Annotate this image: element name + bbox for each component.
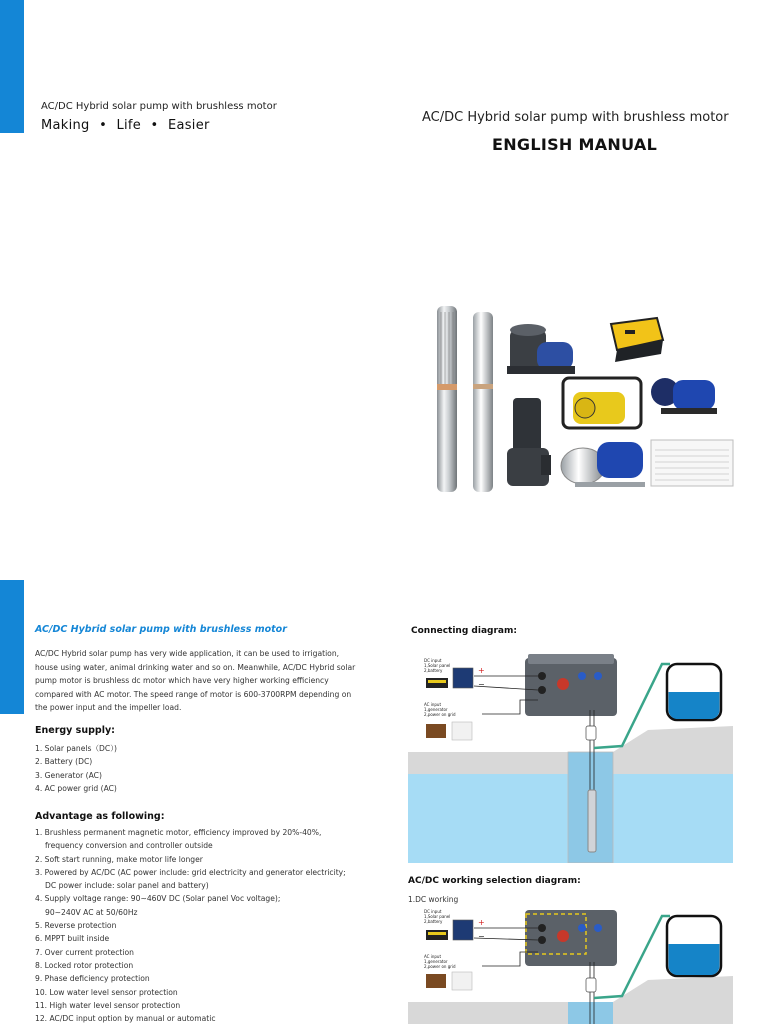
section-title: AC/DC Hybrid solar pump with brushless motor [35, 624, 287, 635]
intro-paragraph: AC/DC Hybrid solar pump has very wide application, it can be used to irrigation, house using water, animal drinking water and so on. Meanwhile, AC/DC Hybrid solar pump motor is brushless dc motor which have very higher working efficiency compared with AC motor. The speed range of motor is 600-3700RPM depending on the power input and the impeller load. [35, 649, 356, 712]
energy-supply-list [35, 742, 117, 795]
ac-input-option: 2,power on grid [424, 712, 456, 717]
cover-accent-tab [0, 0, 24, 133]
list-item: 12. AC/DC input option by manual or automatic [35, 1014, 216, 1024]
cover-header-title: AC/DC Hybrid solar pump with brushless motor [422, 110, 729, 125]
cover-small-title: AC/DC Hybrid solar pump with brushless motor [41, 101, 277, 112]
plus-sign: + [478, 918, 485, 927]
slogan-word: Making [41, 118, 90, 133]
list-item: 8. Locked rotor protection [35, 960, 134, 970]
sewage-pump-image [507, 398, 551, 486]
list-item: 5. Reverse protection [35, 921, 117, 931]
list-item: frequency conversion and controller outside [45, 841, 213, 851]
advantages-list [35, 826, 346, 1025]
ac-input-label [424, 702, 456, 717]
spec-sheet-image [651, 440, 733, 486]
advantages-heading: Advantage as following: [35, 811, 165, 822]
energy-supply-heading: Energy supply: [35, 725, 115, 736]
dc-input-title: DC input [424, 909, 442, 914]
list-item: DC power include: solar panel and battery) [45, 881, 209, 891]
jet-pump-image [561, 442, 645, 487]
minus-sign: − [478, 680, 485, 689]
engine-pump-image [563, 378, 641, 428]
ac-input-label [424, 954, 456, 969]
ac-input-option: 1,generator [424, 959, 448, 964]
selection-diagram-heading: AC/DC working selection diagram: [408, 876, 581, 886]
slogan-bullet: • [99, 118, 108, 133]
dc-working-label: 1.DC working [408, 895, 459, 904]
list-item: 1. Brushless permanent magnetic motor, efficiency improved by 20%-40%, [35, 828, 322, 837]
list-item: 2. Soft start running, make motor life longer [35, 854, 203, 864]
ac-input-title: AC input [424, 702, 442, 707]
list-item: 1. Solar panels（DC）) [35, 744, 117, 753]
cover-slogan [41, 118, 210, 133]
list-item: 90~240V AC at 50/60Hz [45, 907, 138, 917]
connecting-diagram-graphic [408, 650, 733, 863]
slogan-word: Easier [167, 118, 210, 133]
dc-input-label [424, 658, 450, 673]
selection-diagram [408, 906, 733, 1024]
dc-input-option: 2,battery [424, 919, 443, 924]
dc-input-option: 2,battery [424, 668, 443, 673]
dc-input-label [424, 909, 450, 924]
list-item: 9. Phase deficiency protection [35, 974, 150, 984]
selection-diagram-graphic [408, 906, 733, 1024]
pool-pump-image [507, 324, 575, 374]
list-item: 11. High water level sensor protection [35, 1000, 181, 1010]
page-accent-tab [0, 580, 24, 714]
list-item: 10. Low water level sensor protection [35, 987, 178, 997]
connecting-diagram [408, 650, 733, 863]
dc-input-option: 1,Solar panel [424, 914, 451, 919]
dc-input-option: 1,Solar panel [424, 663, 451, 668]
slogan-bullet: • [150, 118, 159, 133]
list-item: 3. Generator (AC) [35, 770, 102, 780]
manual-title: ENGLISH MANUAL [492, 135, 658, 154]
product-collage [425, 300, 737, 495]
list-item: 2. Battery (DC) [35, 757, 93, 767]
list-item: 6. MPPT built inside [35, 934, 110, 944]
dc-input-title: DC input [424, 658, 442, 663]
ac-input-option: 1,generator [424, 707, 448, 712]
minus-sign: − [478, 932, 485, 941]
controller-box-image [611, 318, 663, 362]
list-item: 7. Over current protection [35, 947, 134, 957]
centrifugal-pump-image [651, 378, 717, 414]
slogan-word: Life [116, 118, 142, 133]
ac-input-title: AC input [424, 954, 442, 959]
list-item: 4. Supply voltage range: 90~460V DC (Solar panel Voc voltage); [35, 894, 281, 904]
deep-well-pump-image [437, 306, 493, 492]
ac-input-option: 2,power on grid [424, 964, 456, 969]
list-item: 3. Powered by AC/DC (AC power include: grid electricity and generator electricity; [35, 867, 346, 877]
connecting-diagram-heading: Connecting diagram: [411, 626, 517, 636]
plus-sign: + [478, 666, 485, 675]
list-item: 4. AC power grid (AC) [35, 783, 117, 793]
